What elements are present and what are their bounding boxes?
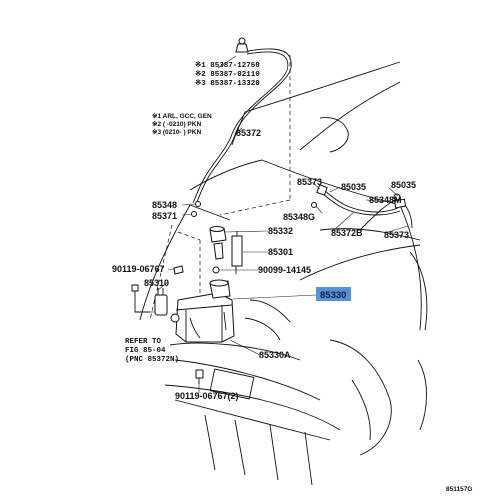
hose-clips bbox=[192, 202, 201, 217]
washer-tank bbox=[176, 280, 234, 342]
refer-line-2: FIG 85-04 bbox=[125, 347, 166, 355]
label-85035-b: 85035 bbox=[391, 180, 417, 190]
label-90099-14145: 90099-14145 bbox=[258, 265, 312, 275]
label-85372b: 85372B bbox=[331, 228, 363, 238]
label-85373-top: 85373 bbox=[297, 177, 323, 187]
refer-line-1: REFER TO bbox=[125, 338, 162, 346]
highlighted-part[interactable] bbox=[316, 287, 351, 301]
label-85301: 85301 bbox=[268, 247, 294, 257]
label-85330a: 85330A bbox=[259, 350, 291, 360]
label-85372: 85372 bbox=[236, 128, 262, 138]
label-90119-06767-top: 90119-06767 bbox=[112, 264, 165, 274]
figure-code: 851157G bbox=[446, 486, 473, 493]
note-2: ※2 ( -0210) PKN bbox=[152, 121, 202, 128]
label-hose-variant-1: ※1 85387-12760 bbox=[195, 62, 260, 70]
tank-cap-and-pumps bbox=[210, 227, 242, 275]
hose-variant-labels bbox=[195, 60, 260, 88]
label-85310: 85310 bbox=[144, 278, 170, 288]
pump-motor bbox=[132, 266, 183, 322]
lower-bolt bbox=[196, 370, 203, 384]
label-85035-a: 85035 bbox=[341, 182, 367, 192]
label-85371: 85371 bbox=[152, 211, 178, 221]
label-85373-right: 85373 bbox=[384, 230, 410, 240]
label-hose-variant-2: ※2 85387-02110 bbox=[195, 71, 260, 79]
notes bbox=[152, 112, 212, 136]
refer-line-3: (PNC 85372N) bbox=[125, 356, 180, 364]
label-85330[interactable]: 85330 bbox=[320, 290, 347, 301]
note-1: ※1 ARL, GCC, GEN bbox=[152, 113, 212, 120]
label-hose-variant-3: ※3 85387-13320 bbox=[195, 80, 260, 88]
label-85348g: 85348G bbox=[283, 212, 316, 222]
note-3: ※3 (0210- ) PKN bbox=[152, 129, 202, 136]
label-85332: 85332 bbox=[268, 226, 294, 236]
label-85348: 85348 bbox=[152, 200, 178, 210]
label-85348m: 85348M bbox=[369, 195, 402, 205]
label-90119-06767-bottom: 90119-06767(2) bbox=[175, 391, 239, 401]
refer-note bbox=[125, 338, 179, 364]
